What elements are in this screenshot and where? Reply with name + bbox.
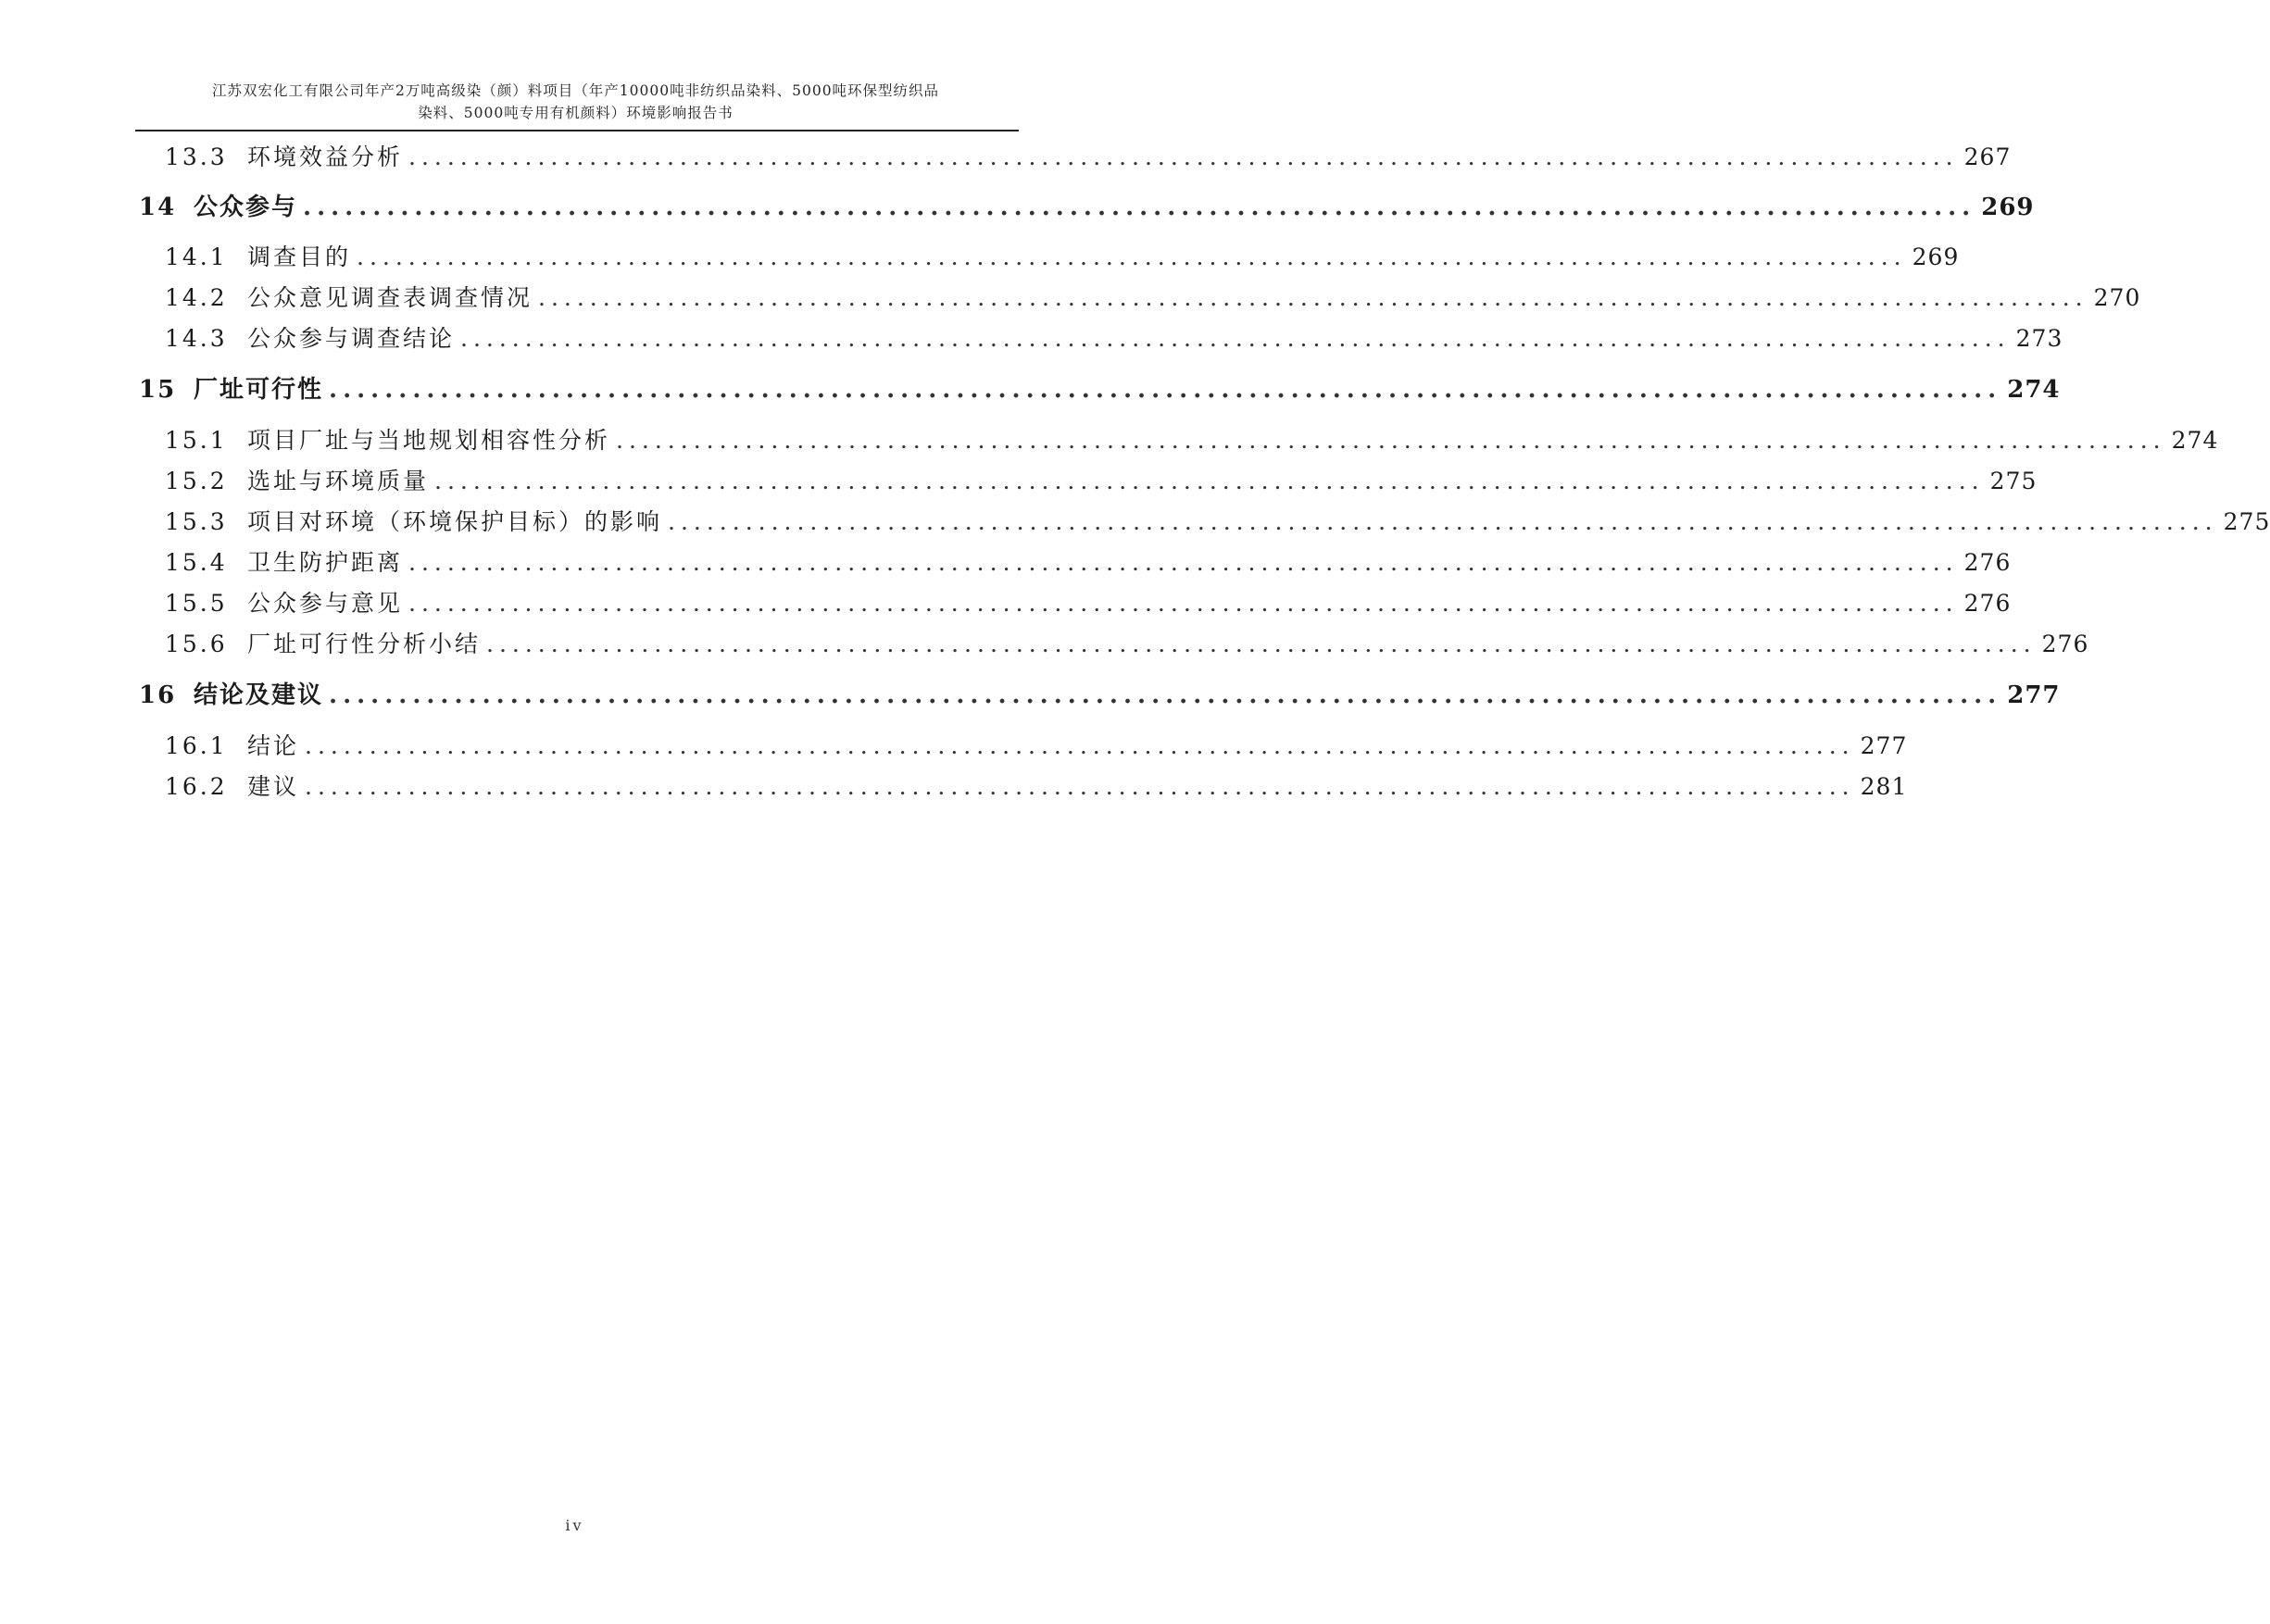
toc-dot-leader: ........................................................................................................................ — [303, 194, 1976, 221]
header-line-1: 江苏双宏化工有限公司年产2万吨高级染（颜）料项目（年产10000吨非纺织品染料、5000吨环保型纺织品 — [211, 82, 940, 99]
toc-entry[interactable] — [165, 239, 1960, 272]
toc-dot-leader: ........................................................................................................................ — [305, 773, 1855, 800]
toc-entry-title: 调查目的 — [247, 244, 352, 270]
toc-entry-page: 274 — [2007, 376, 2061, 404]
toc-chapter-entry[interactable] — [139, 188, 2035, 222]
toc-entry-number: 14.1 — [165, 244, 228, 270]
toc-entry[interactable] — [165, 139, 2012, 172]
toc-entry-page: 273 — [2015, 325, 2063, 352]
toc-entry-title: 结论 — [247, 732, 300, 759]
toc-chapter-entry[interactable] — [139, 370, 2061, 405]
toc-dot-leader: ........................................................................................................................ — [538, 284, 2088, 311]
toc-entry-number: 14.3 — [165, 325, 228, 352]
toc-dot-leader: ........................................................................................................................ — [305, 732, 1855, 759]
toc-entry[interactable] — [165, 504, 2270, 537]
toc-entry-title: 结论及建议 — [194, 681, 324, 709]
toc-entry-number: 15.1 — [165, 427, 228, 454]
toc-entry-page: 276 — [1963, 590, 2012, 617]
toc-entry-page: 274 — [2171, 427, 2219, 454]
toc-entry-number: 14.2 — [165, 284, 228, 311]
toc-entry[interactable] — [165, 626, 2089, 659]
toc-entry-title: 厂址可行性分析小结 — [247, 631, 482, 657]
toc-dot-leader: ........................................................................................................................ — [329, 681, 2002, 709]
toc-entry-title: 环境效益分析 — [247, 144, 404, 170]
toc-dot-leader: ........................................................................................................................ — [616, 427, 2166, 454]
toc-entry-number: 13.3 — [165, 144, 228, 170]
toc-entry-page: 277 — [1860, 732, 1908, 759]
header-line-2: 染料、5000吨专用有机颜料）环境影响报告书 — [418, 105, 734, 121]
toc-dot-leader: ........................................................................................................................ — [329, 376, 2002, 404]
toc-entry-page: 275 — [2223, 508, 2270, 535]
toc-entry-title: 公众参与调查结论 — [247, 325, 456, 352]
toc-entry-number: 15.3 — [165, 508, 228, 535]
toc-entry[interactable] — [165, 280, 2141, 313]
toc-entry-page: 277 — [2007, 681, 2061, 709]
toc-entry-title: 公众参与 — [194, 194, 298, 221]
toc-entry-title: 建议 — [247, 773, 300, 800]
toc-entry[interactable] — [165, 320, 2063, 354]
toc-entry-title: 公众参与意见 — [247, 590, 404, 617]
toc-dot-leader: ........................................................................................................................ — [408, 144, 1959, 170]
toc-entry-title: 选址与环境质量 — [247, 468, 430, 494]
toc-dot-leader: ........................................................................................................................ — [357, 244, 1907, 270]
toc-entry-number: 16.2 — [165, 773, 228, 800]
toc-entry-number: 15.2 — [165, 468, 228, 494]
toc-entry-page: 276 — [2041, 631, 2089, 657]
toc-chapter-entry[interactable] — [139, 676, 2061, 710]
toc-entry-title: 项目厂址与当地规划相容性分析 — [247, 427, 611, 454]
toc-dot-leader: ........................................................................................................................ — [408, 549, 1959, 576]
toc-entry-page: 267 — [1963, 144, 2012, 170]
toc-entry-number: 16.1 — [165, 732, 228, 759]
toc-entry[interactable] — [165, 585, 2012, 618]
toc-entry-title: 项目对环境（环境保护目标）的影响 — [247, 508, 663, 535]
toc-entry-number: 14 — [139, 194, 177, 221]
page-number-footer: iv — [565, 1517, 584, 1534]
toc-entry-page: 281 — [1860, 773, 1908, 800]
toc-entry-page: 269 — [1912, 244, 1960, 270]
toc-entry-number: 15.4 — [165, 549, 228, 576]
toc-entry-page: 275 — [1989, 468, 2038, 494]
toc-entry[interactable] — [165, 728, 1908, 761]
toc-entry-number: 15 — [139, 376, 177, 404]
toc-entry-title: 厂址可行性 — [194, 376, 324, 404]
toc-entry[interactable] — [165, 544, 2012, 578]
toc-dot-leader: ........................................................................................................................ — [408, 590, 1959, 617]
toc-entry[interactable] — [165, 422, 2219, 456]
toc-dot-leader: ........................................................................................................................ — [668, 508, 2218, 535]
toc-entry-number: 16 — [139, 681, 177, 709]
toc-entry-title: 卫生防护距离 — [247, 549, 404, 576]
toc-entry-number: 15.5 — [165, 590, 228, 617]
toc-entry[interactable] — [165, 768, 1908, 802]
toc-dot-leader: ........................................................................................................................ — [486, 631, 2037, 657]
toc-entry-page: 270 — [2093, 284, 2141, 311]
toc-entry-page: 276 — [1963, 549, 2012, 576]
toc-dot-leader: ........................................................................................................................ — [434, 468, 1985, 494]
header-rule — [135, 130, 1019, 131]
running-header — [139, 80, 1012, 124]
toc-entry-title: 公众意见调查表调查情况 — [247, 284, 533, 311]
toc-entry[interactable] — [165, 463, 2038, 496]
toc-entry-number: 15.6 — [165, 631, 228, 657]
toc-entry-page: 269 — [1981, 194, 2035, 221]
toc-dot-leader: ........................................................................................................................ — [460, 325, 2011, 352]
